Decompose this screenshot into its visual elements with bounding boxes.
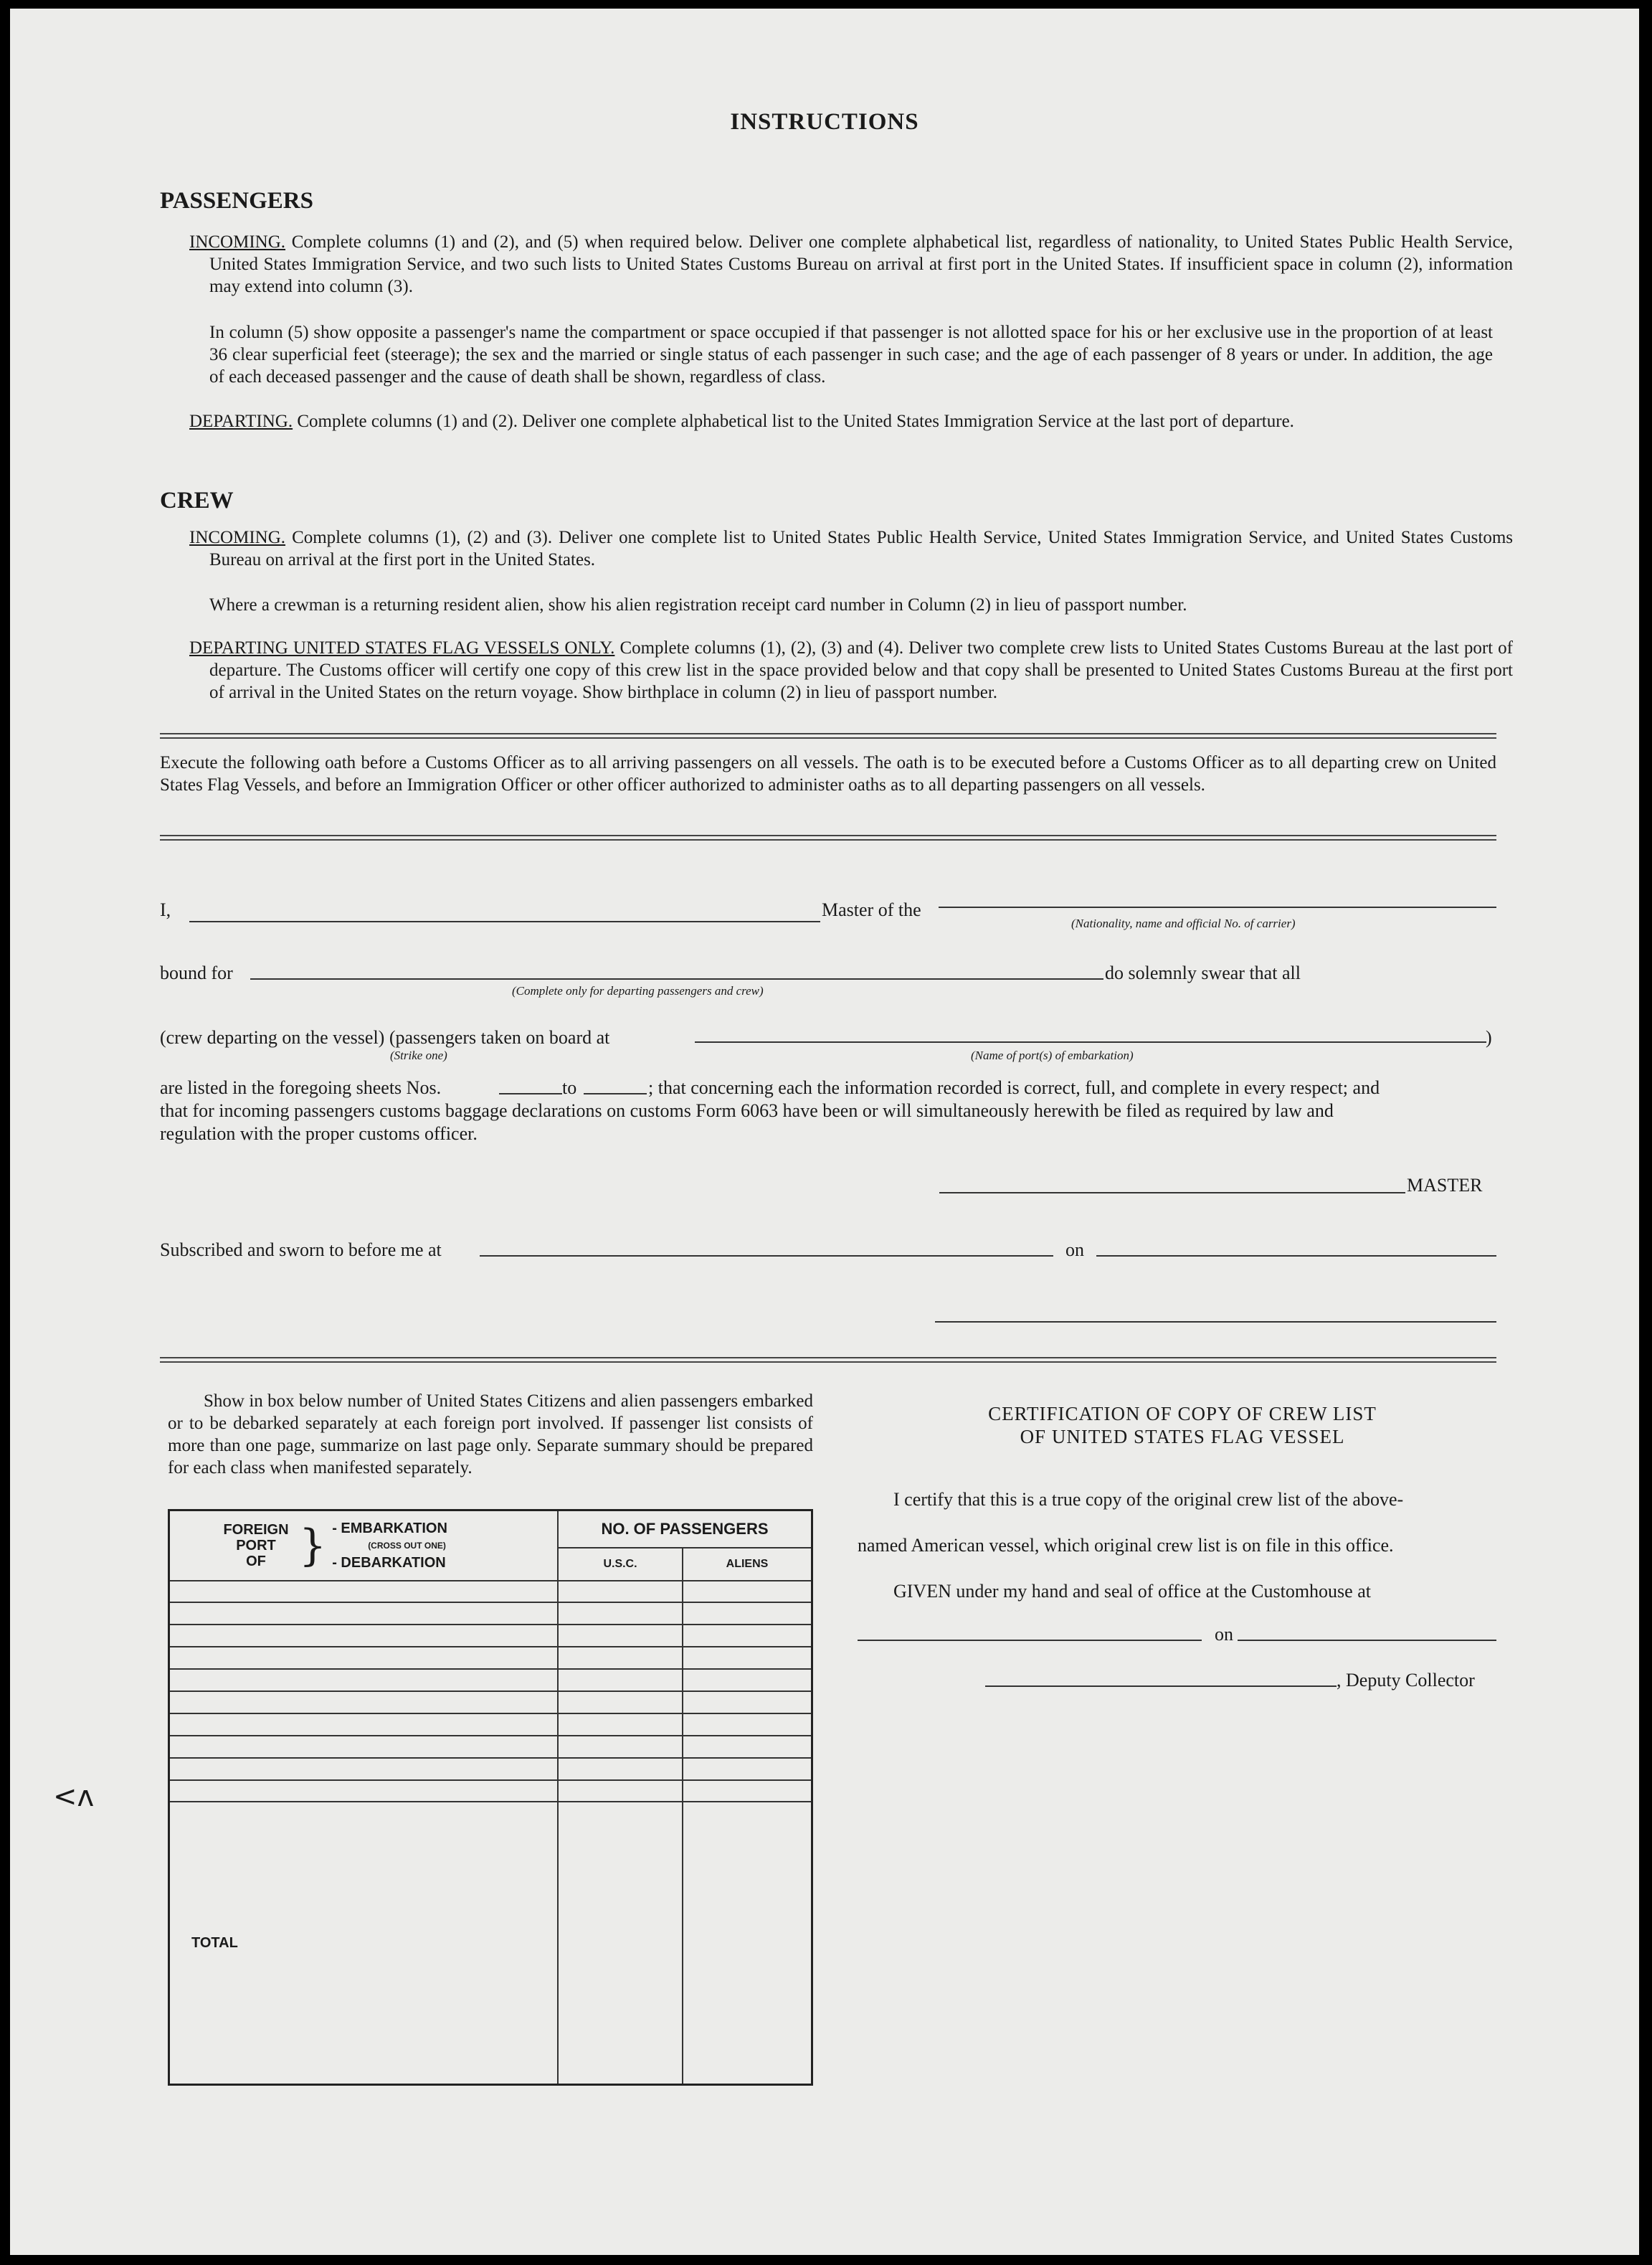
passengers-heading: PASSENGERS (160, 188, 313, 214)
table-row (169, 1647, 812, 1669)
crew-heading: CREW (160, 488, 234, 514)
deputy-signature-field[interactable] (985, 1685, 1337, 1687)
aliens-cell[interactable] (683, 1669, 812, 1691)
of-label: OF (246, 1553, 266, 1569)
passengers-incoming-label: INCOMING. (189, 232, 286, 252)
nationality-caption: (Nationality, name and official No. of carrier) (1071, 917, 1296, 930)
aliens-cell[interactable] (683, 1691, 812, 1713)
cross-out-note: (CROSS OUT ONE) (368, 1540, 446, 1551)
handwritten-margin-mark: <ᴧ (53, 1780, 95, 1813)
complete-only-caption: (Complete only for departing passengers and crew) (512, 984, 764, 998)
aliens-cell[interactable] (683, 1581, 812, 1603)
passenger-summary-table (168, 1509, 813, 2086)
certify-text-2: named American vessel, which original crew list is on file in this office. (858, 1535, 1394, 1556)
master-of-the-label: Master of the (822, 899, 921, 920)
divider (160, 1361, 1496, 1363)
summary-instructions: Show in box below number of United States Citizens and alien passengers embarked or to be debarked separately at each foreign port involved. If passenger list consists of more than one page, summarize on last page only. Separate summary should be prepared for each class when manifested separately. (168, 1391, 813, 1477)
subscribed-text: Subscribed and sworn to before me at (160, 1239, 442, 1260)
crew-incoming-label: INCOMING. (189, 528, 286, 547)
bound-for-field[interactable] (250, 978, 1103, 980)
divider (160, 839, 1496, 841)
usc-cell[interactable] (558, 1669, 683, 1691)
passengers-incoming-text: Complete columns (1) and (2), and (5) when required below. Deliver one complete alphabetical list, regardless of nationality, to United States Public Health Service, United States Immigration Service, and two such lists to United States Customs Bureau on arrival at first port in the United States. If insufficient space in column (2), information may extend into column (3). (209, 232, 1514, 296)
table-row (169, 1758, 812, 1780)
table-row (169, 1625, 812, 1647)
sheet-to-field[interactable] (584, 1093, 647, 1094)
certify-text-1: I certify that this is a true copy of the original crew list of the above- (893, 1489, 1404, 1510)
port-cell[interactable] (169, 1780, 559, 1802)
embarkation-port-field[interactable] (695, 1041, 1486, 1043)
port-cell[interactable] (169, 1647, 559, 1669)
aliens-total-cell[interactable] (683, 1802, 812, 2084)
cert-on-label: on (1215, 1624, 1233, 1645)
master-signature-field[interactable] (939, 1192, 1405, 1193)
crew-departing-label: DEPARTING UNITED STATES FLAG VESSELS ONLY. (189, 638, 615, 658)
table-row (169, 1691, 812, 1713)
crew-incoming-text: Complete columns (1), (2) and (3). Deliver one complete list to United States Public Health Service, United States Immigration Service, and United States Customs Bureau on arrival at the first port in the United States. (209, 528, 1514, 569)
total-row (169, 1802, 812, 2084)
usc-cell[interactable] (558, 1758, 683, 1780)
usc-cell[interactable] (558, 1647, 683, 1669)
aliens-cell[interactable] (683, 1713, 812, 1736)
divider (160, 733, 1496, 734)
usc-cell[interactable] (558, 1581, 683, 1603)
aliens-cell[interactable] (683, 1758, 812, 1780)
divider (160, 1357, 1496, 1358)
form-page (10, 9, 1639, 2255)
customhouse-field[interactable] (858, 1640, 1202, 1641)
sheet-from-field[interactable] (499, 1093, 562, 1094)
deputy-collector-label: , Deputy Collector (1337, 1670, 1475, 1691)
port-cell[interactable] (169, 1602, 559, 1625)
port-cell[interactable] (169, 1625, 559, 1647)
oath-note: Execute the following oath before a Customs Officer as to all arriving passengers on all vessels. The oath is to be executed before a Customs Officer as to all departing crew on United States Flag Vessels, and before an Immigration Officer or other officer authorized to administer oaths as to all departing passengers on all vessels. (160, 753, 1496, 795)
usc-cell[interactable] (558, 1736, 683, 1758)
cert-date-field[interactable] (1238, 1640, 1496, 1641)
table-row (169, 1736, 812, 1758)
divider (160, 835, 1496, 836)
crew-passengers-option-text: (crew departing on the vessel) (passengers taken on board at (160, 1027, 610, 1048)
bound-for-label: bound for (160, 963, 233, 983)
master-name-field[interactable] (189, 921, 820, 922)
crew-resident-alien-text: Where a crewman is a returning resident alien, show his alien registration receipt card number in Column (2) in lieu of passport number. (209, 595, 1187, 615)
crew-incoming-instructions (189, 526, 1513, 571)
oath-i-label: I, (160, 899, 171, 920)
port-header-cell (169, 1510, 559, 1581)
divider (160, 737, 1496, 739)
certification-title-1: CERTIFICATION OF COPY OF CREW LIST (988, 1403, 1377, 1424)
officer-signature-field[interactable] (935, 1321, 1496, 1323)
subscribed-place-field[interactable] (480, 1255, 1053, 1257)
foreign-label: FOREIGN (223, 1521, 289, 1538)
usc-cell[interactable] (558, 1625, 683, 1647)
no-of-passengers-header: NO. OF PASSENGERS (558, 1510, 812, 1548)
passengers-incoming-instructions (189, 231, 1513, 298)
table-row (169, 1713, 812, 1736)
usc-cell[interactable] (558, 1602, 683, 1625)
listed-text-2: that for incoming passengers customs baggage declarations on customs Form 6063 have been or will simultaneously herewith be filed as required by law and (160, 1100, 1334, 1121)
port-cell[interactable] (169, 1736, 559, 1758)
listed-to-label: to (562, 1077, 577, 1098)
table-row (169, 1581, 812, 1603)
listed-prefix: are listed in the foregoing sheets Nos. (160, 1077, 442, 1098)
aliens-cell[interactable] (683, 1736, 812, 1758)
table-row (169, 1602, 812, 1625)
aliens-cell[interactable] (683, 1625, 812, 1647)
crew-departing-instructions (189, 637, 1513, 704)
port-cell[interactable] (169, 1691, 559, 1713)
aliens-cell[interactable] (683, 1647, 812, 1669)
usc-cell[interactable] (558, 1780, 683, 1802)
total-label: TOTAL (169, 1802, 559, 2084)
given-text: GIVEN under my hand and seal of office at the Customhouse at (893, 1581, 1371, 1602)
subscribed-on-label: on (1065, 1239, 1084, 1260)
carrier-field[interactable] (939, 907, 1496, 908)
passengers-departing-instructions (189, 410, 1513, 432)
debarkation-label[interactable]: - DEBARKATION (332, 1554, 446, 1571)
table-row (169, 1780, 812, 1802)
passengers-departing-text: Complete columns (1) and (2). Deliver one complete alphabetical list to the United States Immigration Service at the last port of departure. (297, 412, 1294, 431)
table-row (169, 1669, 812, 1691)
strike-one-caption: (Strike one) (390, 1049, 447, 1062)
usc-cell[interactable] (558, 1691, 683, 1713)
port-cell[interactable] (169, 1669, 559, 1691)
master-label: MASTER (1407, 1175, 1483, 1196)
crew-departing-text: Complete columns (1), (2), (3) and (4). Deliver two complete crew lists to United States Customs Bureau at the last port of departure. The Customs officer will certify one copy of this crew list in the space provided below and that copy shall be presented to United States Customs Bureau at the first port of arrival in the United States on the return voyage. Show birthplace in column (2) in lieu of passport number. (209, 638, 1513, 702)
port-caption: (Name of port(s) of embarkation) (971, 1049, 1134, 1062)
certification-title-2: OF UNITED STATES FLAG VESSEL (1020, 1426, 1345, 1447)
usc-total-cell[interactable] (558, 1802, 683, 2084)
subscribed-date-field[interactable] (1096, 1255, 1496, 1257)
usc-header: U.S.C. (558, 1548, 683, 1581)
aliens-cell[interactable] (683, 1780, 812, 1802)
embarkation-label[interactable]: - EMBARKATION (332, 1520, 447, 1536)
aliens-header: ALIENS (683, 1548, 812, 1581)
port-label: PORT (236, 1537, 276, 1554)
port-cell[interactable] (169, 1581, 559, 1603)
passengers-column5-text: In column (5) show opposite a passenger's name the compartment or space occupied if that passenger is not allotted space for his or her exclusive use in the proportion of at least 36 clear superficial feet (steerage); the sex and the married or single status of each passenger in such case; and the age of each passenger of 8 years or under. In addition, the age of each deceased passenger and the cause of death shall be shown, regardless of class. (209, 323, 1493, 387)
passengers-departing-label: DEPARTING. (189, 412, 293, 431)
solemnly-swear-text: do solemnly swear that all (1105, 963, 1301, 983)
port-cell[interactable] (169, 1713, 559, 1736)
port-cell[interactable] (169, 1758, 559, 1780)
page-title: INSTRUCTIONS (730, 109, 919, 135)
usc-cell[interactable] (558, 1713, 683, 1736)
close-paren: ) (1486, 1027, 1492, 1048)
listed-text-3: regulation with the proper customs officer. (160, 1123, 478, 1144)
aliens-cell[interactable] (683, 1602, 812, 1625)
listed-text-1: ; that concerning each the information recorded is correct, full, and complete in every respect; and (648, 1077, 1380, 1098)
brace: } (299, 1520, 327, 1571)
